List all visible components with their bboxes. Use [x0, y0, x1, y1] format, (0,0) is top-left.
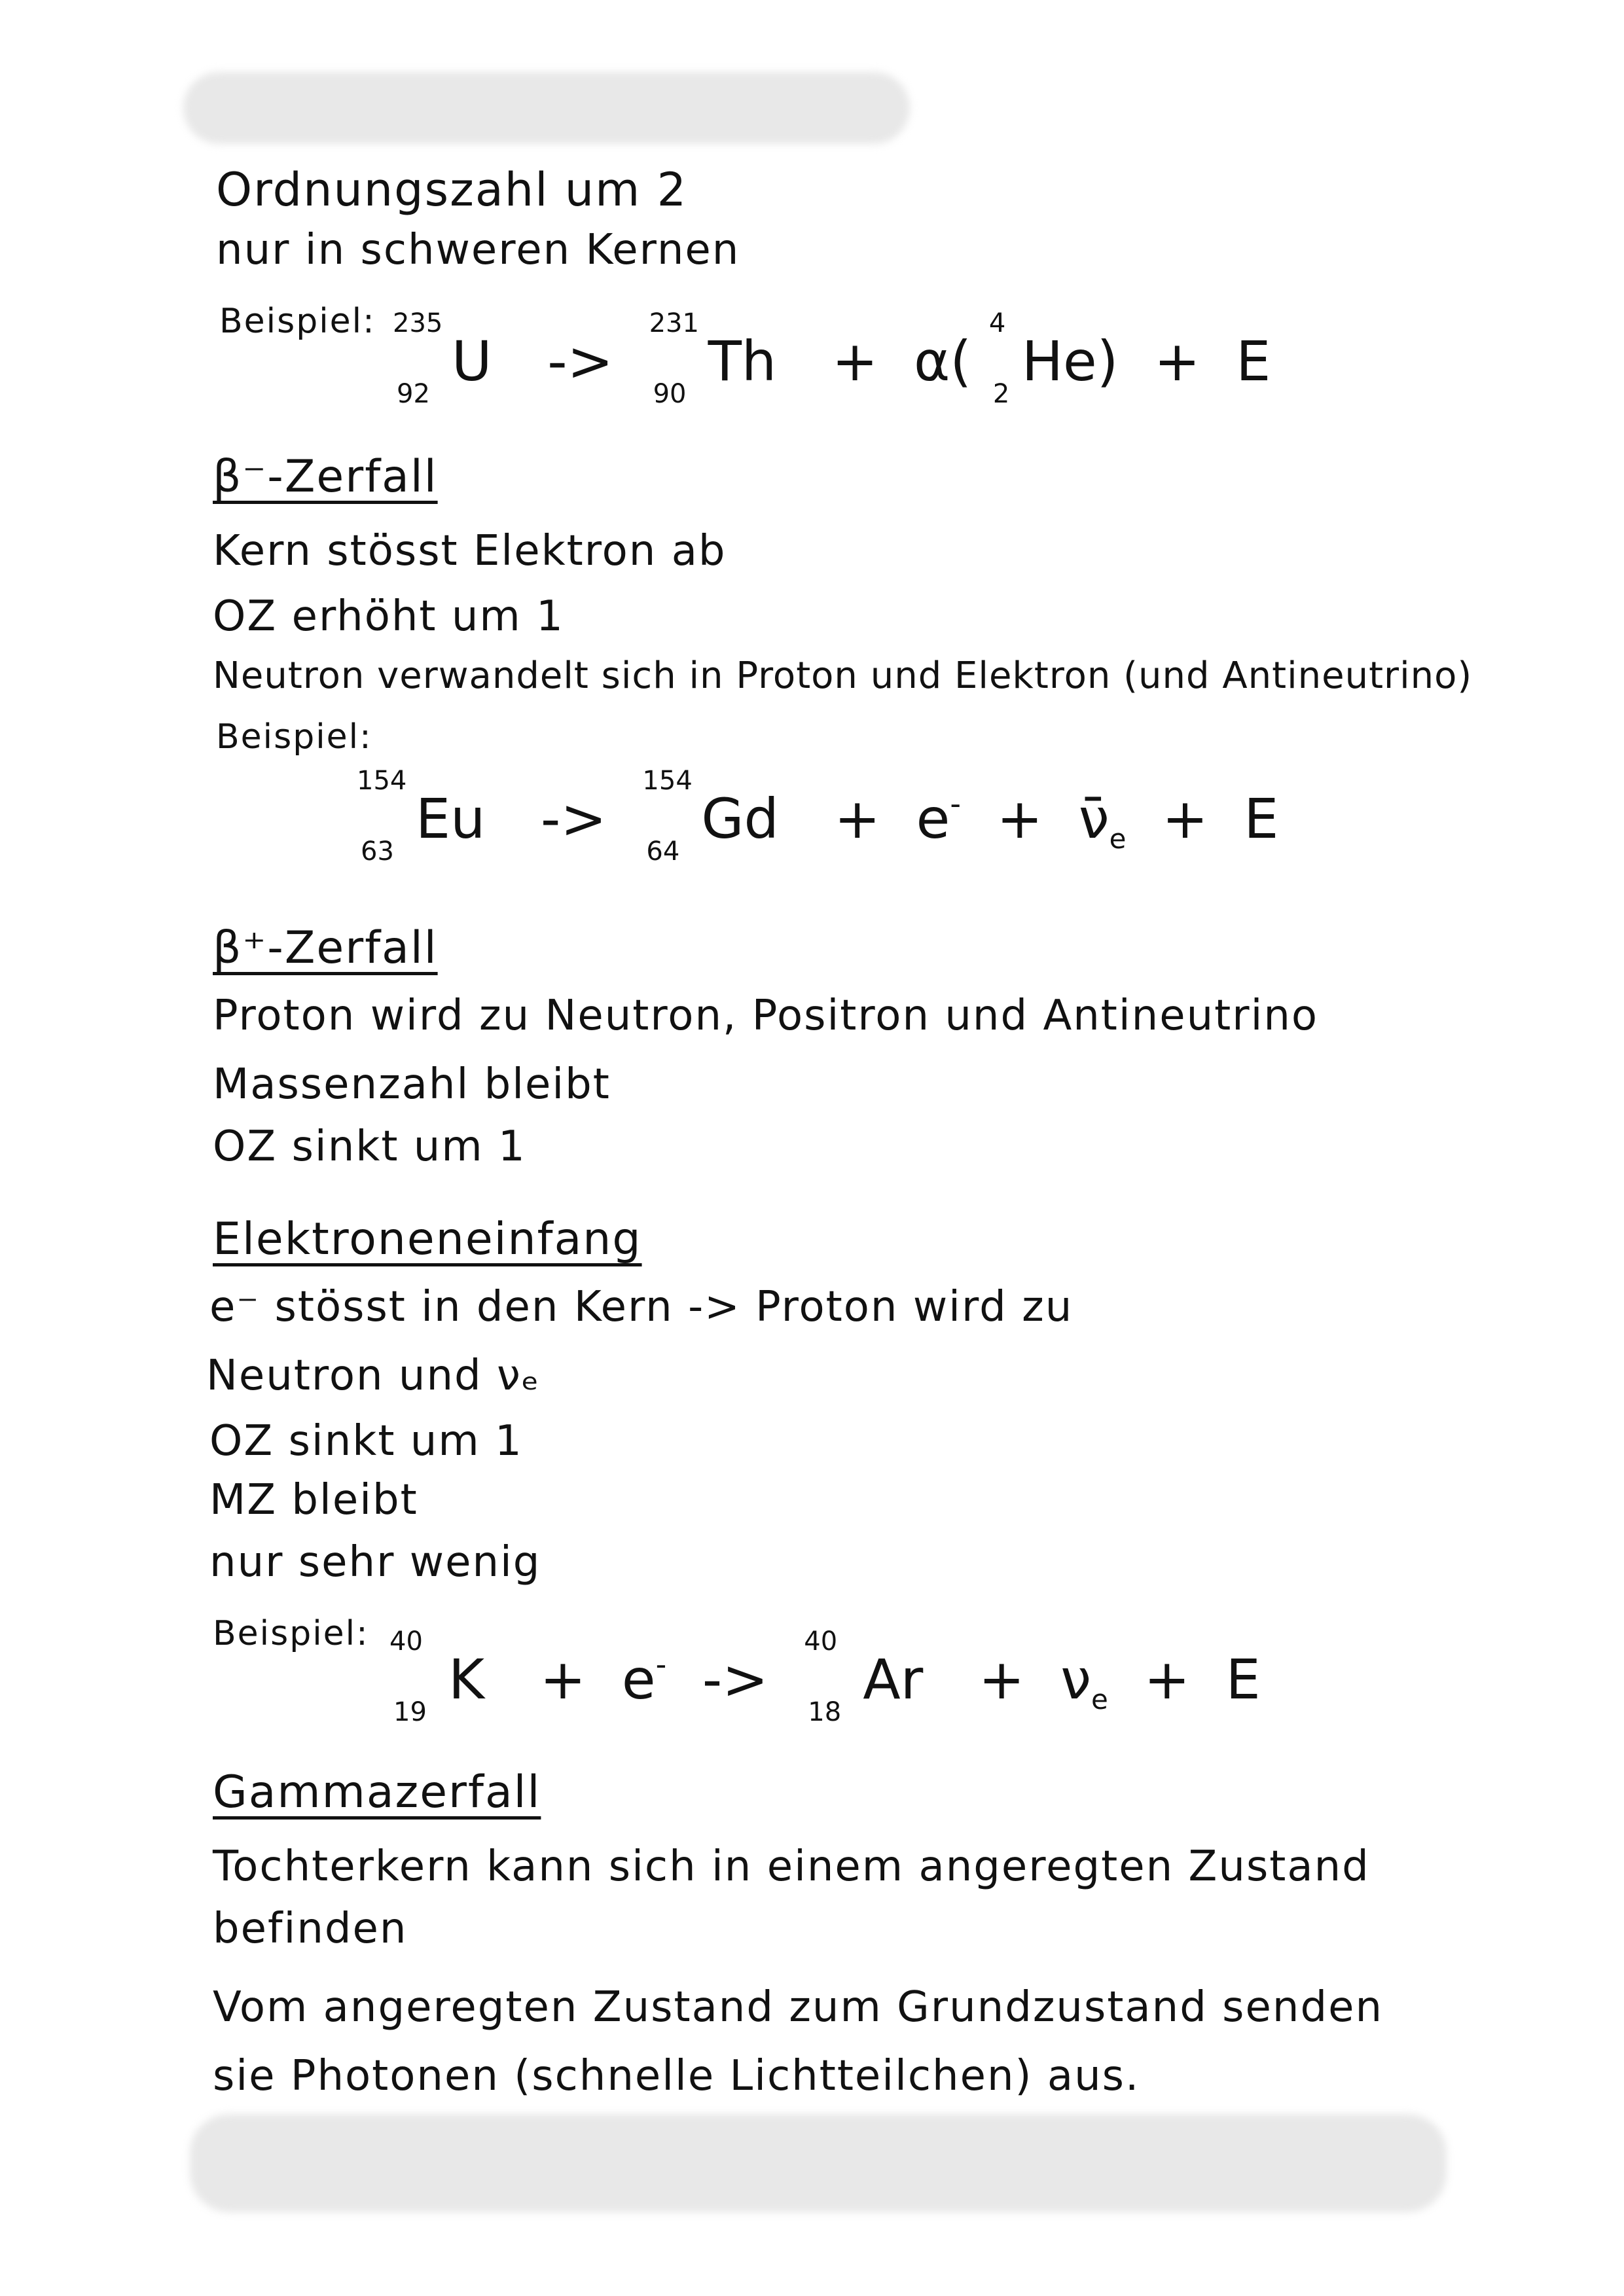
alpha-line-1: Ordnungszahl um 2: [216, 163, 688, 217]
arrow: ->: [541, 787, 607, 851]
plus: +: [831, 329, 878, 393]
beta-minus-example-label: Beispiel:: [216, 717, 372, 757]
beta-minus-equation: [357, 766, 1279, 867]
alpha-equation: [393, 308, 1271, 409]
neutrino-subscript: e: [1091, 1683, 1108, 1715]
electron-capture-equation: [389, 1626, 1261, 1727]
nuclide-helium: [988, 308, 1119, 409]
plus: +: [1154, 329, 1200, 393]
beta-minus-heading: β⁻-Zerfall: [213, 451, 438, 503]
atomic-number: 92: [397, 379, 430, 409]
mass-number: 235: [393, 308, 443, 338]
plus: +: [1144, 1647, 1190, 1712]
redacted-footer-band: [190, 2114, 1447, 2212]
beta-plus-line-2: Massenzahl bleibt: [213, 1060, 611, 1109]
arrow: ->: [702, 1647, 768, 1712]
nuclide-gadolinium: [642, 766, 779, 867]
electron-capture-line-4: MZ bleibt: [209, 1476, 418, 1524]
atomic-number: 64: [646, 836, 680, 867]
neutrino-subscript: e: [1109, 823, 1127, 855]
electron-symbol: e: [621, 1647, 656, 1712]
mass-number: 154: [357, 766, 407, 796]
element-symbol: Eu: [416, 787, 486, 851]
gamma-line-2: befinden: [213, 1905, 408, 1953]
atomic-number: 19: [393, 1697, 427, 1727]
charge-superscript: -: [950, 786, 961, 821]
plus: +: [979, 1647, 1025, 1712]
beta-minus-line-1: Kern stösst Elektron ab: [213, 527, 727, 575]
neutrino-symbol: ν: [1060, 1647, 1092, 1712]
gamma-heading: Gammazerfall: [213, 1767, 541, 1818]
beta-minus-line-3: Neutron verwandelt sich in Proton und Elektron (und Antineutrino): [213, 655, 1473, 697]
charge-superscript: -: [655, 1647, 667, 1682]
gamma-line-4: sie Photonen (schnelle Lichtteilchen) aus.: [213, 2052, 1140, 2100]
arrow: ->: [547, 329, 613, 393]
mass-number: 40: [804, 1626, 838, 1657]
energy-symbol: E: [1225, 1647, 1261, 1712]
beta-plus-line-1: Proton wird zu Neutron, Positron und Antineutrino: [213, 992, 1319, 1040]
beta-plus-heading: β⁺-Zerfall: [213, 922, 438, 974]
nuclide-argon: [804, 1626, 924, 1727]
mass-number: 231: [649, 308, 699, 338]
element-symbol: Ar: [863, 1647, 924, 1712]
nuclide-potassium: [389, 1626, 485, 1727]
redacted-header-band: [183, 72, 910, 144]
electron-capture-line-1: e⁻ stösst in den Kern -> Proton wird zu: [209, 1283, 1074, 1331]
plus: +: [996, 787, 1043, 851]
nuclide-uranium: [393, 308, 492, 409]
electron-capture-line-3: OZ sinkt um 1: [209, 1417, 523, 1465]
beta-minus-line-2: OZ erhöht um 1: [213, 592, 564, 641]
mass-number: 4: [988, 308, 1006, 338]
plus: +: [1162, 787, 1208, 851]
element-symbol: K: [448, 1647, 485, 1712]
atomic-number: 2: [992, 379, 1010, 409]
atomic-number: 63: [361, 836, 394, 867]
element-symbol: Th: [708, 329, 777, 393]
electron-capture-heading: Elektroneneinfang: [213, 1213, 642, 1265]
element-symbol: He): [1021, 329, 1119, 393]
atomic-number: 90: [653, 379, 687, 409]
gamma-line-1: Tochterkern kann sich in einem angeregten Zustand: [213, 1842, 1370, 1891]
element-symbol: U: [452, 329, 492, 393]
nuclide-europium: [357, 766, 486, 867]
nuclide-thorium: [649, 308, 777, 409]
electron-capture-line-5: nur sehr wenig: [209, 1538, 541, 1587]
energy-symbol: E: [1236, 329, 1271, 393]
beta-plus-line-3: OZ sinkt um 1: [213, 1122, 526, 1171]
mass-number: 154: [642, 766, 693, 796]
element-symbol: Gd: [701, 787, 779, 851]
atomic-number: 18: [808, 1697, 842, 1727]
alpha-line-2: nur in schweren Kernen: [216, 226, 740, 274]
electron-capture-example-label: Beispiel:: [213, 1614, 369, 1653]
alpha-example-label: Beispiel:: [219, 302, 376, 341]
gamma-line-3: Vom angeregten Zustand zum Grundzustand senden: [213, 1983, 1383, 2032]
electron-symbol: e: [916, 787, 950, 851]
mass-number: 40: [389, 1626, 423, 1657]
plus: +: [539, 1647, 586, 1712]
energy-symbol: E: [1244, 787, 1279, 851]
alpha-symbol: α(: [913, 329, 972, 393]
electron-capture-line-2: Neutron und νₑ: [206, 1352, 541, 1400]
plus: +: [834, 787, 880, 851]
antineutrino-symbol: ν̄: [1078, 787, 1110, 851]
